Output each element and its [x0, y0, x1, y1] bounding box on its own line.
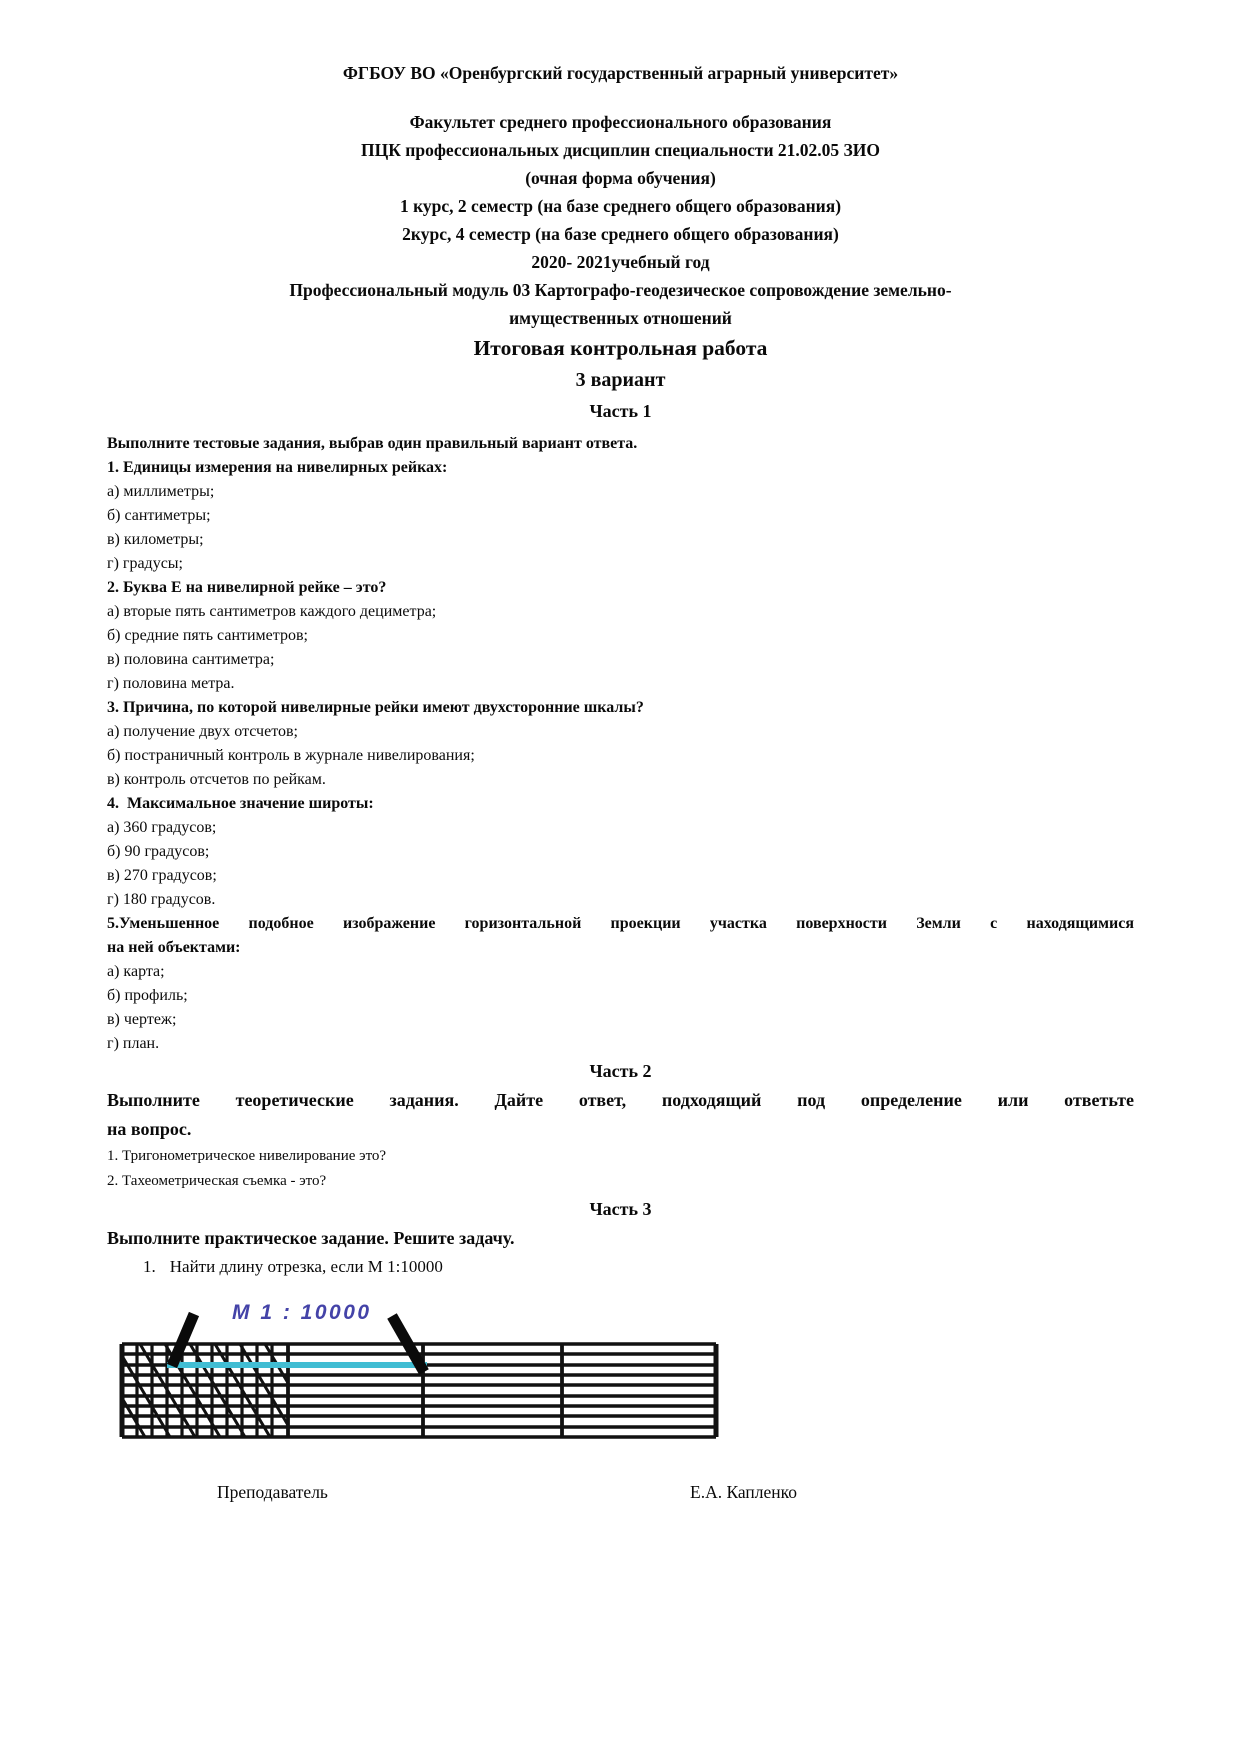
part3-heading: Часть 3: [589, 1199, 652, 1219]
header-line-course1: 1 курс, 2 семестр (на базе среднего общего образования): [399, 196, 842, 216]
header-line-study-form: (очная форма обучения): [525, 168, 716, 188]
question-1-option-b: б) сантиметры;: [107, 507, 211, 524]
question-1-option-g: г) градусы;: [107, 555, 183, 572]
institution-name: ФГБОУ ВО «Оренбургский государственный аграрный университет»: [342, 63, 899, 83]
question-4-title: 4. Максимальное значение широты:: [107, 795, 374, 812]
part1-test-block: [107, 432, 1134, 1056]
part3-task-number: 1.: [143, 1257, 156, 1276]
question-1-option-a: а) миллиметры;: [107, 483, 215, 500]
scale-figure-svg: [115, 1293, 735, 1443]
part3-intro: Выполните практическое задание. Решите задачу.: [107, 1228, 515, 1248]
header-line-year: 2020- 2021учебный год: [531, 252, 710, 272]
question-3-option-v: в) контроль отсчетов по рейкам.: [107, 771, 326, 788]
part3-task: [143, 1253, 1134, 1281]
question-5-option-v: в) чертеж;: [107, 1011, 177, 1028]
header-line-module-2: имущественных отношений: [509, 308, 732, 328]
question-5-title-line1: 5.Уменьшенное подобное изображение горизонтальной проекции участка поверхности Земли с находящимися: [107, 915, 1134, 932]
question-5-option-b: б) профиль;: [107, 987, 188, 1004]
question-2-option-b: б) средние пять сантиметров;: [107, 627, 308, 644]
header-line-faculty: Факультет среднего профессионального образования: [409, 112, 832, 132]
question-2-option-v: в) половина сантиметра;: [107, 651, 275, 668]
question-5-option-g: г) план.: [107, 1035, 160, 1052]
question-2-option-g: г) половина метра.: [107, 675, 235, 692]
question-2-option-a: а) вторые пять сантиметров каждого дециметра;: [107, 603, 437, 620]
question-5-title-line2: на ней объектами:: [107, 939, 241, 956]
question-3-option-a: а) получение двух отсчетов;: [107, 723, 298, 740]
part2-intro-line2: на вопрос.: [107, 1119, 192, 1139]
scale-label: M 1 : 10000: [232, 1301, 372, 1324]
variant-label: 3 вариант: [575, 369, 666, 391]
part3-task-text: Найти длину отрезка, если М 1:10000: [169, 1257, 443, 1276]
part2-questions: [107, 1144, 1134, 1194]
part2-heading: Часть 2: [589, 1061, 652, 1081]
question-2-title: 2. Буква Е на нивелирной рейке – это?: [107, 579, 387, 596]
question-1-option-v: в) километры;: [107, 531, 204, 548]
header-line-pck: ПЦК профессиональных дисциплин специальности 21.02.05 ЗИО: [360, 140, 881, 160]
part2-question-2: 2. Тахеометрическая съемка - это?: [107, 1173, 327, 1189]
header-line-module-1: Профессиональный модуль 03 Картографо-геодезическое сопровождение земельно-: [289, 280, 952, 300]
question-3-title: 3. Причина, по которой нивелирные рейки имеют двухсторонние шкалы?: [107, 699, 644, 716]
teacher-name: Е.А. Капленко: [690, 1482, 798, 1502]
part2-intro-line1: Выполните теоретические задания. Дайте ответ, подходящий под определение или ответьте: [107, 1090, 1134, 1110]
header-line-course2: 2курс, 4 семестр (на базе среднего общего образования): [402, 224, 839, 244]
document-title: Итоговая контрольная работа: [473, 336, 768, 360]
teacher-label: Преподаватель: [217, 1482, 328, 1502]
question-4-option-b: б) 90 градусов;: [107, 843, 210, 860]
part1-intro: Выполните тестовые задания, выбрав один правильный вариант ответа.: [107, 435, 638, 452]
question-5-option-a: а) карта;: [107, 963, 165, 980]
question-4-option-v: в) 270 градусов;: [107, 867, 217, 884]
header-block: [107, 108, 1134, 332]
part1-heading: Часть 1: [589, 401, 652, 421]
signature-row: [107, 1478, 1134, 1506]
question-1-title: 1. Единицы измерения на нивелирных рейках:: [107, 459, 448, 476]
question-4-option-a: а) 360 градусов;: [107, 819, 217, 836]
part2-question-1: 1. Тригонометрическое нивелирование это?: [107, 1148, 387, 1164]
question-3-option-b: б) постраничный контроль в журнале нивелирования;: [107, 747, 475, 764]
question-4-option-g: г) 180 градусов.: [107, 891, 216, 908]
transversal-scale-figure: [115, 1293, 1134, 1448]
